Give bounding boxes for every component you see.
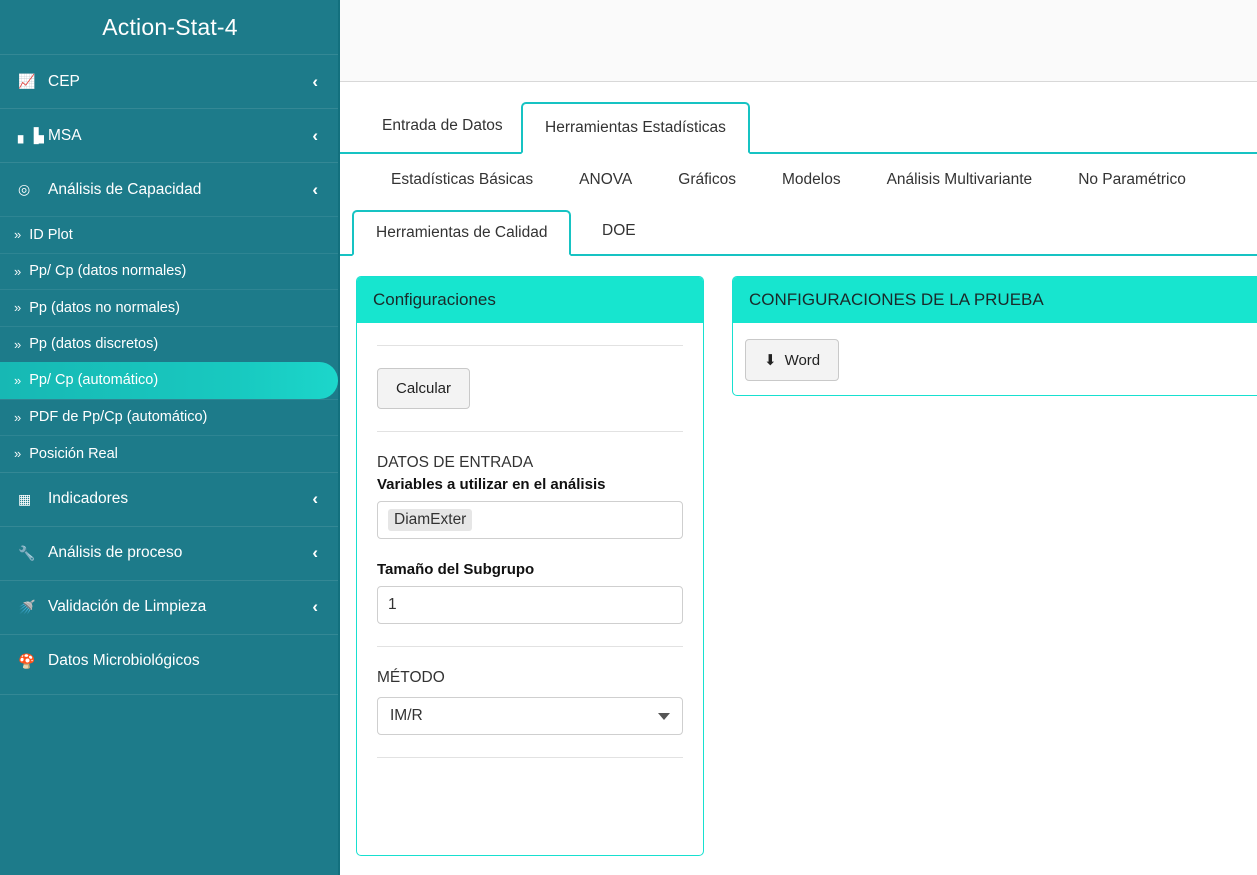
sidebar-group-datos-microbiologicos[interactable] [0, 634, 340, 688]
tab-estadisticas-basicas[interactable] [368, 154, 556, 206]
word-export-button[interactable] [745, 339, 839, 381]
double-chevron-right-icon: » [14, 409, 22, 425]
sidebar-item-pp-cp-automatico[interactable] [0, 362, 338, 399]
calcular-button[interactable] [377, 368, 470, 409]
sidebar-group-label: CEP [48, 72, 80, 90]
tab-label: Gráficos [678, 171, 736, 188]
chevron-left-icon: ‹ [312, 71, 318, 91]
prueba-panel-title: CONFIGURACIONES DE LA PRUEBA [733, 277, 1257, 323]
main-tab-bar [340, 82, 1257, 154]
double-chevron-right-icon: » [14, 336, 22, 352]
chevron-left-icon: ‹ [312, 543, 318, 562]
sidebar [0, 0, 340, 875]
sidebar-item-label: Pp (datos no normales) [29, 299, 180, 316]
double-chevron-right-icon: » [14, 446, 22, 462]
sub-tab-bar-row1 [340, 154, 1257, 206]
sidebar-item-pp-discretos[interactable] [0, 326, 340, 363]
sub-tab-bar-row2 [340, 206, 1257, 256]
double-chevron-right-icon: » [14, 372, 22, 388]
top-bar [340, 0, 1257, 82]
sidebar-item-label: Pp/ Cp (datos normales) [29, 263, 187, 280]
target-icon: ◎ [18, 181, 31, 197]
double-chevron-right-icon: » [14, 300, 22, 316]
sidebar-group-analisis-proceso[interactable] [0, 526, 340, 580]
tab-entrada-de-datos[interactable] [360, 100, 525, 152]
main-content [340, 0, 1257, 875]
tab-label: Entrada de Datos [382, 117, 503, 134]
tab-label: Modelos [782, 171, 841, 188]
variable-chip[interactable]: DiamExter [388, 509, 472, 531]
sidebar-group-label: Indicadores [48, 490, 129, 507]
sidebar-item-label: Pp/ Cp (automático) [29, 372, 159, 389]
sidebar-item-label: Posición Real [29, 445, 118, 462]
tab-no-parametrico[interactable] [1055, 154, 1209, 206]
tab-graficos[interactable] [655, 154, 759, 206]
wrench-icon: 🔧 [18, 544, 36, 561]
divider [377, 646, 683, 647]
metodo-select[interactable] [377, 697, 683, 735]
tab-label: No Paramétrico [1078, 171, 1186, 188]
panels-area [340, 256, 1257, 724]
chart-line-icon: 📈 [18, 73, 36, 89]
tab-herramientas-de-calidad[interactable] [352, 210, 571, 256]
sidebar-group-label: Análisis de Capacidad [48, 180, 202, 198]
app-title: Action-Stat-4 [0, 0, 340, 54]
gauge-icon: ▖▐▖ [18, 127, 50, 143]
chevron-left-icon: ‹ [312, 597, 318, 616]
sidebar-group-validacion-limpieza[interactable] [0, 580, 340, 634]
configuraciones-panel [356, 276, 704, 856]
tab-anova[interactable] [556, 154, 655, 206]
tab-label: ANOVA [579, 171, 633, 188]
divider [377, 757, 683, 758]
sidebar-item-id-plot[interactable] [0, 216, 340, 253]
tab-doe[interactable] [580, 208, 658, 254]
cleaning-icon: 🚿 [18, 598, 36, 615]
sidebar-item-posicion-real[interactable] [0, 435, 340, 472]
sidebar-item-label: PDF de Pp/Cp (automático) [29, 409, 208, 426]
tab-label: DOE [602, 222, 636, 239]
sidebar-item-pp-cp-normales[interactable] [0, 253, 340, 290]
divider [377, 431, 683, 432]
variables-input[interactable] [377, 501, 683, 539]
word-export-label: Word [784, 351, 821, 369]
metodo-label: MÉTODO [377, 669, 445, 686]
bar-chart-icon: ▦ [18, 490, 32, 507]
chevron-left-icon: ‹ [312, 179, 318, 199]
subgrupo-value: 1 [388, 596, 397, 613]
tab-label: Herramientas de Calidad [376, 224, 548, 241]
variables-label: Variables a utilizar en el análisis [377, 476, 606, 493]
sidebar-item-pp-no-normales[interactable] [0, 289, 340, 326]
subgrupo-label: Tamaño del Subgrupo [377, 561, 535, 578]
metodo-value: IM/R [390, 707, 423, 724]
download-icon: ⬇ [764, 352, 777, 369]
double-chevron-right-icon: » [14, 227, 22, 243]
tab-analisis-multivariante[interactable] [864, 154, 1056, 206]
tab-herramientas-estadisticas[interactable] [521, 102, 750, 154]
sidebar-group-indicadores[interactable] [0, 472, 340, 526]
sidebar-group-cep[interactable] [0, 54, 340, 108]
subgrupo-input[interactable] [377, 586, 683, 624]
sidebar-item-label: ID Plot [29, 226, 73, 243]
chevron-left-icon: ‹ [312, 125, 318, 145]
sidebar-item-label: Pp (datos discretos) [29, 336, 159, 353]
datos-entrada-label: DATOS DE ENTRADA [377, 454, 534, 471]
tab-label: Herramientas Estadísticas [545, 119, 726, 136]
tab-label: Análisis Multivariante [886, 171, 1033, 188]
microbe-icon: 🍄 [18, 652, 36, 669]
sidebar-group-label: Análisis de proceso [48, 544, 183, 561]
sidebar-group-label: Validación de Limpieza [48, 598, 207, 615]
sidebar-group-analisis-capacidad[interactable] [0, 162, 340, 216]
chevron-down-icon [658, 713, 670, 720]
sidebar-group-msa[interactable] [0, 108, 340, 162]
sidebar-item-pdf-pp-cp-automatico[interactable] [0, 399, 340, 436]
divider [377, 345, 683, 346]
tab-label: Estadísticas Básicas [391, 171, 534, 188]
tab-modelos[interactable] [759, 154, 864, 206]
chevron-left-icon: ‹ [312, 489, 318, 508]
prueba-panel [732, 276, 1257, 396]
sidebar-empty-space [0, 694, 340, 875]
double-chevron-right-icon: » [14, 263, 22, 279]
calcular-button-label: Calcular [396, 380, 452, 397]
sidebar-group-label: Datos Microbiológicos [48, 652, 200, 669]
configuraciones-panel-title: Configuraciones [357, 277, 703, 323]
sidebar-group-label: MSA [48, 126, 82, 144]
